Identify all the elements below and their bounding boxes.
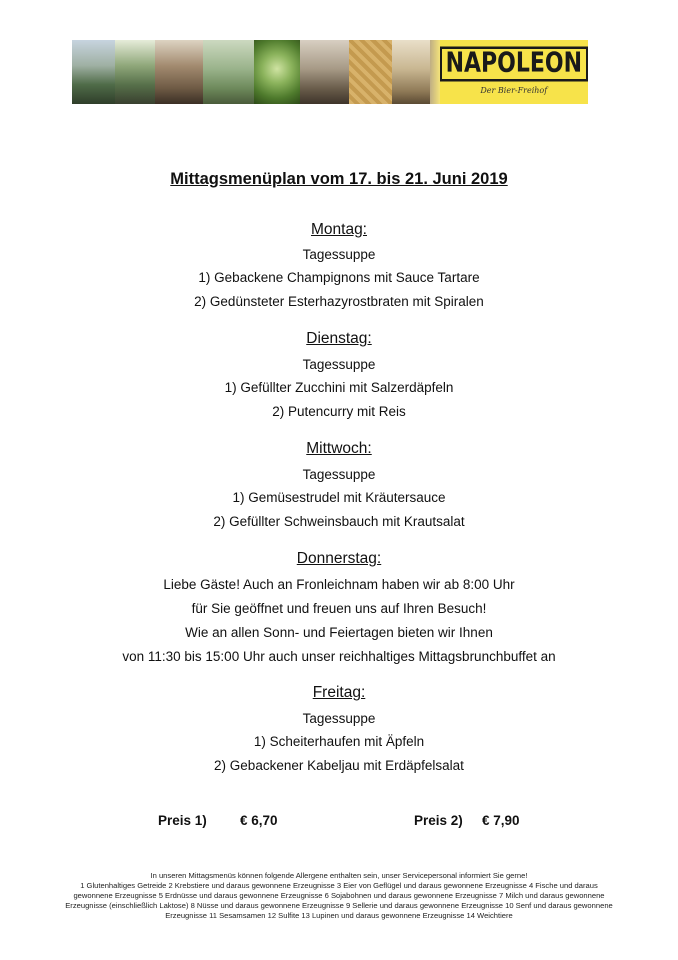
allergen-line: Erzeugnisse 11 Sesamsamen 12 Sulfite 13 Lupinen und daraus gewonnene Erzeugnisse 14 Weichtiere xyxy=(165,911,513,920)
allergen-line: 1 Glutenhaltiges Getreide 2 Krebstiere und daraus gewonnene Erzeugnisse 3 Eier von Geflügel und daraus gewonnene Erzeugnisse 4 Fische und daraus xyxy=(80,881,598,890)
restaurant-interior-photo xyxy=(155,40,203,104)
allergen-line: Erzeugnisse (einschließlich Laktose) 8 Nüsse und daraus gewonnene Erzeugnisse 9 Sellerie und daraus gewonnene Erzeugnisse 10 Senf und daraus gewonnene xyxy=(65,901,613,910)
menu-line: 1) Gemüsestrudel mit Kräutersauce xyxy=(232,490,446,505)
menu-line: für Sie geöffnet und freuen uns auf Ihren Besuch! xyxy=(191,601,487,616)
banner-fade xyxy=(430,40,440,104)
menu-line: Tagessuppe xyxy=(302,357,376,372)
allergen-line: gewonnene Erzeugnisse 5 Erdnüsse und daraus gewonnene Erzeugnisse 6 Sojabohnen und daraus gewonnene Erzeugnisse 7 Milch und daraus gewonnene xyxy=(73,891,605,900)
menu-line: 2) Gefüllter Schweinsbauch mit Krautsalat xyxy=(213,514,465,529)
grain-photo xyxy=(349,40,392,104)
beer-garden-photo xyxy=(203,40,254,104)
beer-garden-photo xyxy=(72,40,115,104)
day-heading-tuesday: Dienstag: xyxy=(306,330,372,347)
menu-line: Wie an allen Sonn- und Feiertagen bieten wir Ihnen xyxy=(185,625,493,640)
price-2-label: Preis 2) xyxy=(414,813,463,828)
price-1-label: Preis 1) xyxy=(158,813,207,828)
logo-area xyxy=(440,40,588,104)
menu-line: von 11:30 bis 15:00 Uhr auch unser reichhaltiges Mittagsbrunchbuffet an xyxy=(122,649,556,664)
day-heading-friday: Freitag: xyxy=(312,684,366,701)
menu-line: Tagessuppe xyxy=(302,711,376,726)
hops-photo xyxy=(254,40,300,104)
day-heading-wednesday: Mittwoch: xyxy=(306,440,372,457)
price-1-value: € 6,70 xyxy=(240,813,278,828)
logo-subtitle: Der Bier-Freihof xyxy=(480,85,548,95)
menu-line: Tagessuppe xyxy=(302,247,376,262)
menu-line: 1) Gefüllter Zucchini mit Salzerdäpfeln xyxy=(224,380,454,395)
menu-line: 1) Scheiterhaufen mit Äpfeln xyxy=(253,734,425,749)
beer-garden-photo xyxy=(392,40,430,104)
price-2-value: € 7,90 xyxy=(482,813,520,828)
page-title: Mittagsmenüplan vom 17. bis 21. Juni 2019 xyxy=(170,170,508,188)
menu-line: 2) Gedünsteter Esterhazyrostbraten mit Spiralen xyxy=(194,294,484,309)
day-heading-thursday: Donnerstag: xyxy=(296,550,382,567)
menu-line: 1) Gebackene Champignons mit Sauce Tartare xyxy=(198,270,480,285)
logo: NAPOLEON xyxy=(440,46,588,81)
menu-line: 2) Putencurry mit Reis xyxy=(272,404,406,419)
menu-line: Liebe Gäste! Auch an Fronleichnam haben wir ab 8:00 Uhr xyxy=(163,577,515,592)
day-heading-monday: Montag: xyxy=(310,221,367,238)
menu-line: Tagessuppe xyxy=(302,467,376,482)
menu-line: 2) Gebackener Kabeljau mit Erdäpfelsalat xyxy=(214,758,464,773)
restaurant-interior-photo xyxy=(300,40,348,104)
allergen-intro: In unseren Mittagsmenüs können folgende Allergene enthalten sein, unser Servicepersonal informiert Sie gerne! xyxy=(150,871,528,880)
header-banner xyxy=(72,40,588,104)
beer-garden-photo xyxy=(115,40,155,104)
